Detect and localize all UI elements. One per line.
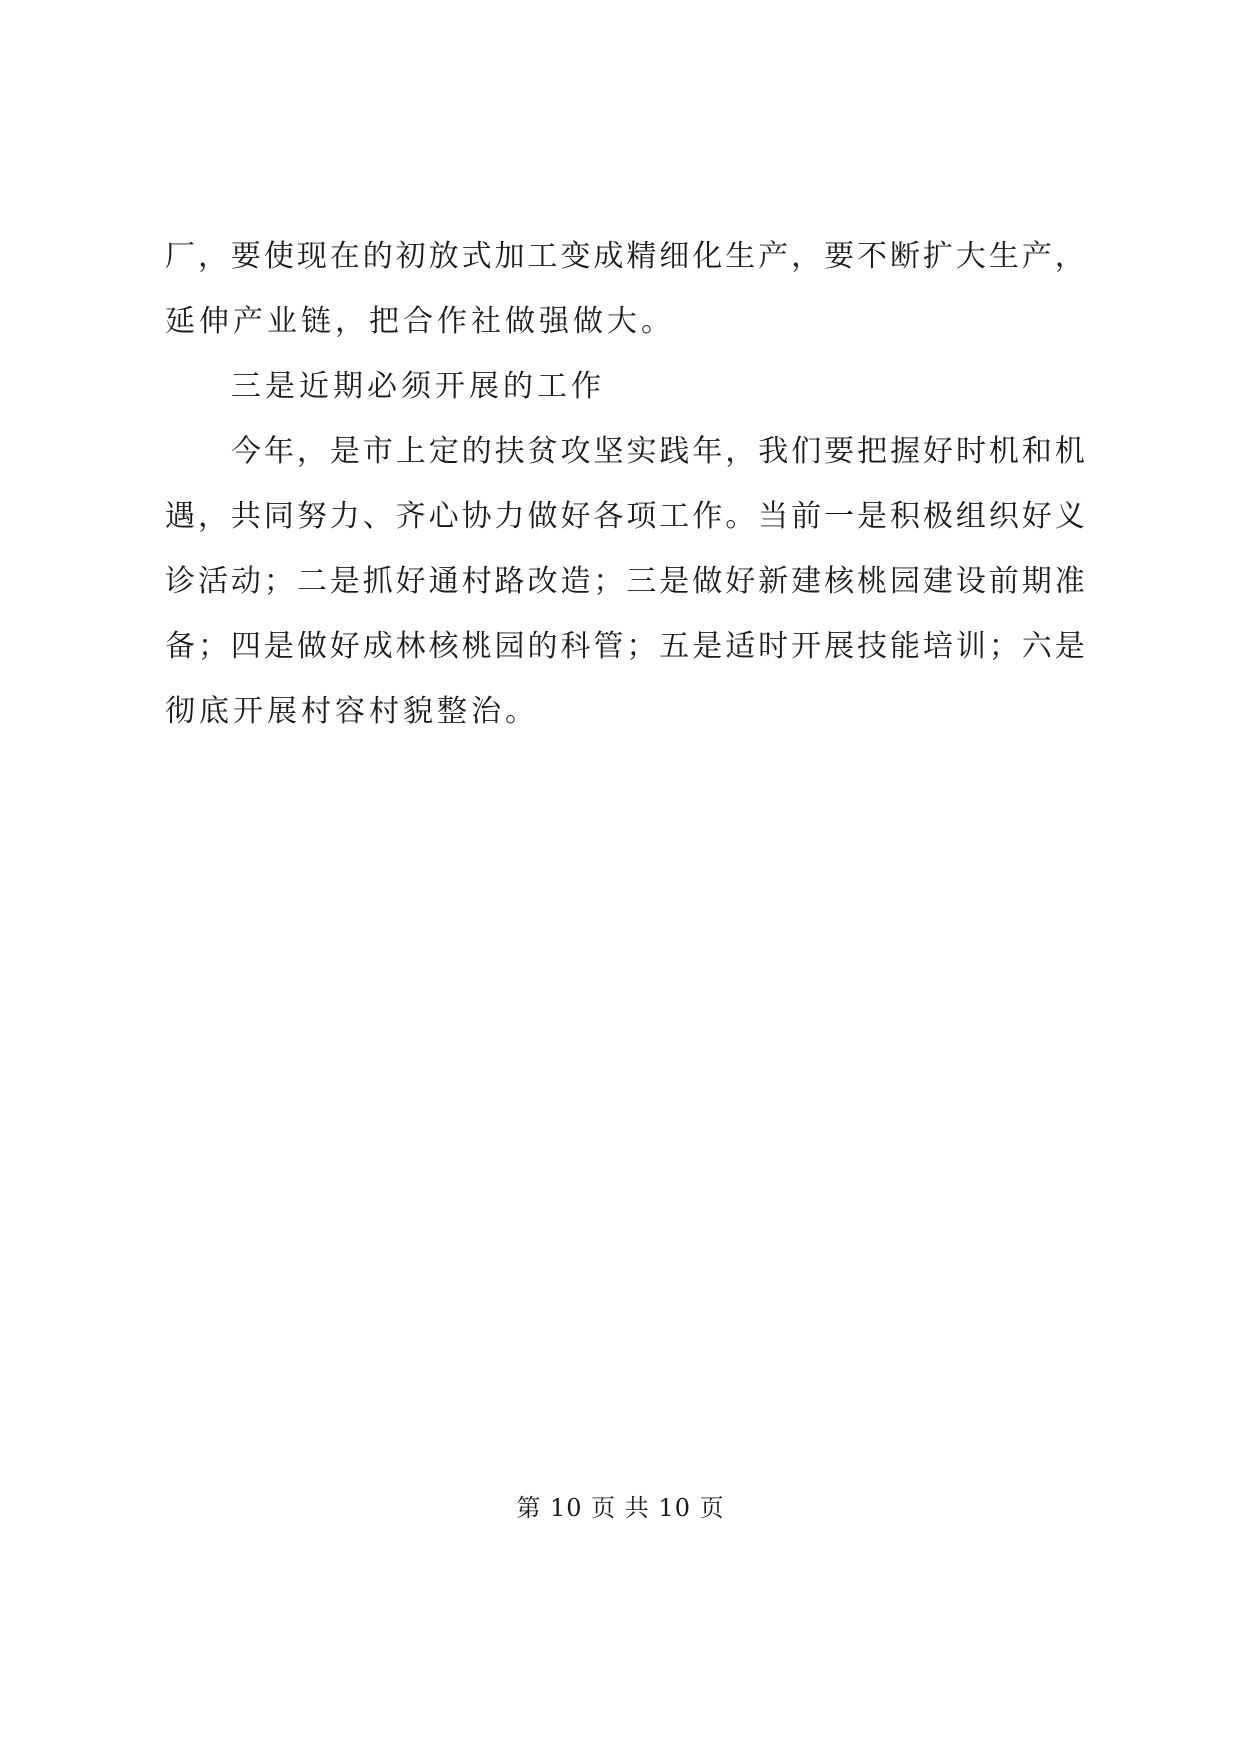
text-line-6: 诊 活 动 ； 二 是 抓 好 通 村 路 改 造 ； 三 是 做 好 新 建 核 桃 园 建 设 前 期 准 (165, 564, 1085, 599)
text-line-3: 三是近期必须开展的工作 (231, 369, 605, 404)
text-line-4: 今 年 ， 是 市 上 定 的 扶 贫 攻 坚 实 践 年 ， 我 们 要 把 握 好 时 机 和 机 (231, 434, 1085, 469)
document-body (165, 224, 1085, 744)
text-line-7: 备 ； 四 是 做 好 成 林 核 桃 园 的 科 管 ； 五 是 适 时 开 展 技 能 培 训 ； 六 是 (165, 629, 1085, 664)
text-line-5: 遇 ， 共 同 努 力 、 齐 心 协 力 做 好 各 项 工 作 。 当 前 一 是 积 极 组 织 好 义 (165, 499, 1085, 534)
text-line-8: 彻底开展村容村貌整治。 (165, 694, 539, 729)
page-footer: 第 10 页 共 10 页 (516, 1494, 725, 1522)
text-line-1: 厂 ， 要 使 现 在 的 初 放 式 加 工 变 成 精 细 化 生 产 ， 要 不 断 扩 大 生 产 ， (165, 239, 1085, 274)
text-line-2: 延伸产业链，把合作社做强做大。 (165, 304, 675, 339)
